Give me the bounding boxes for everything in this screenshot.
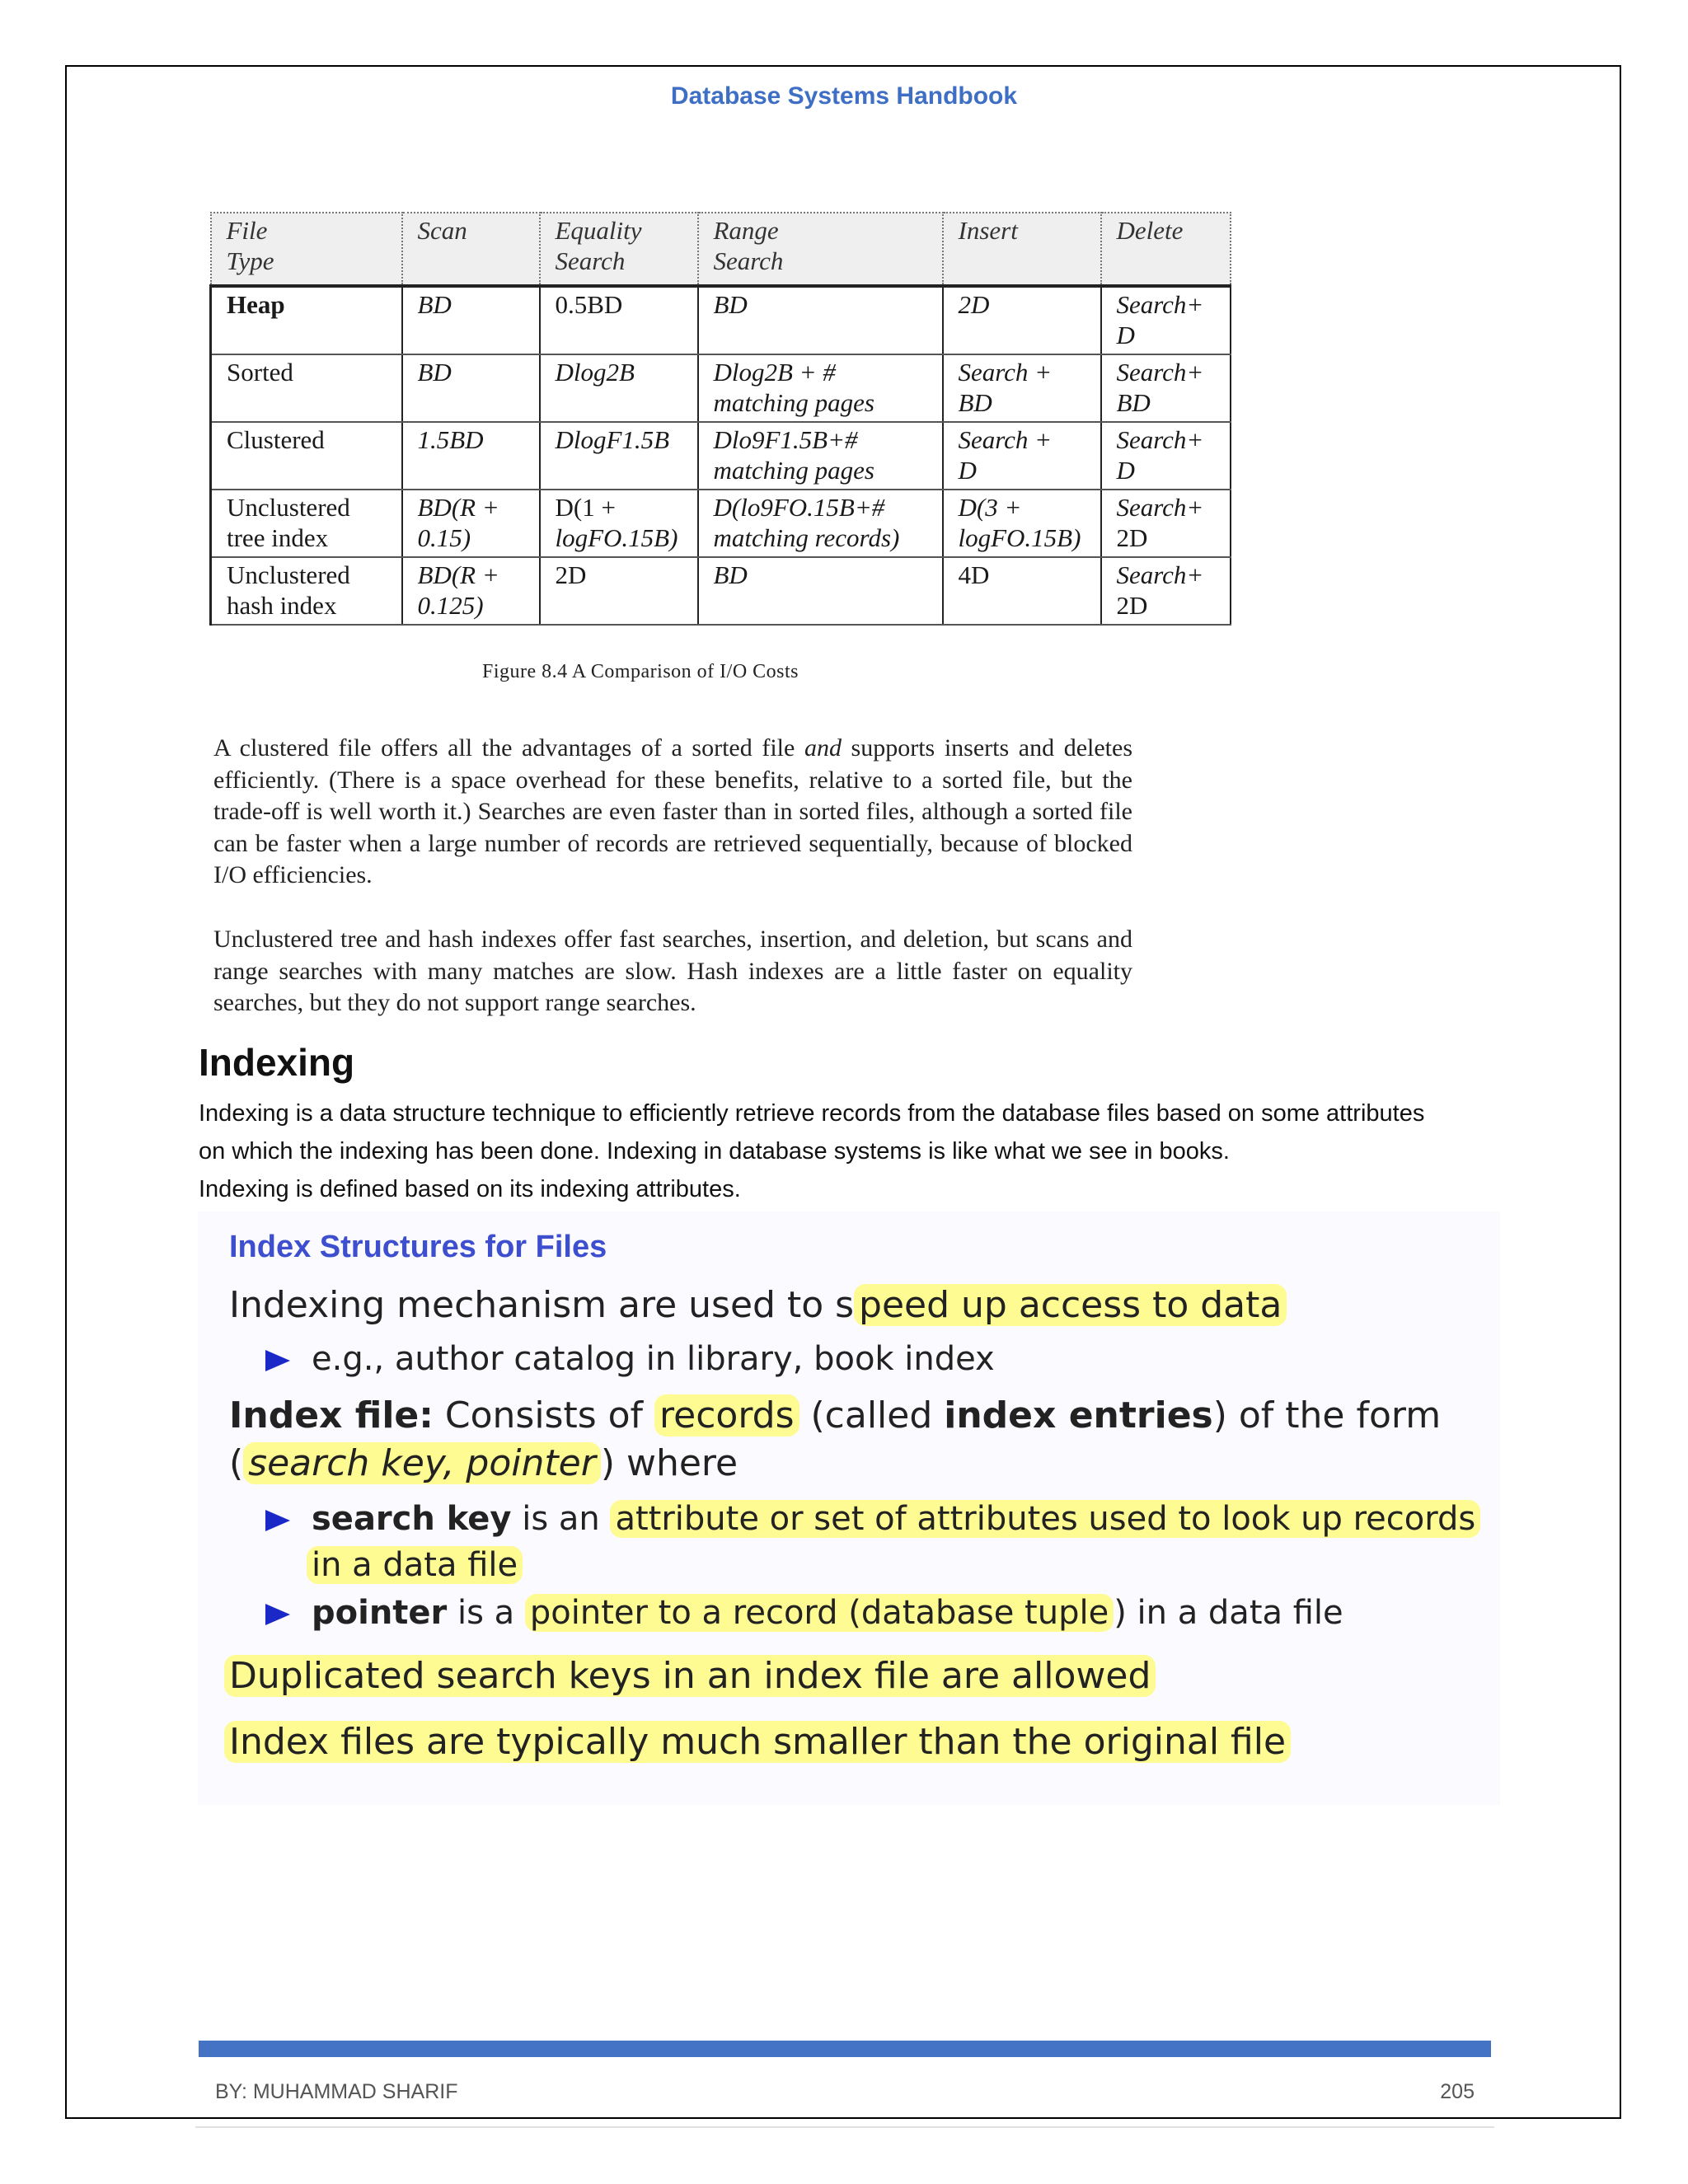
slide-line-index-file — [229, 1394, 1441, 1436]
table-cell — [540, 286, 698, 354]
cell-text: Dlog2B — [555, 358, 635, 387]
cell-text: D — [1116, 321, 1135, 349]
cell-text: Search+ — [1116, 358, 1204, 387]
table-header-row — [211, 213, 1231, 286]
header-text: Type — [226, 246, 274, 275]
slide-text: is an — [511, 1500, 611, 1538]
cell-text: D(lo9FO.15B+# — [713, 493, 885, 522]
cell-text: BD — [417, 358, 452, 387]
cell-text: Search+ — [1116, 493, 1204, 522]
cell-text: 2D — [958, 290, 990, 319]
table-cell — [402, 557, 540, 625]
paragraph-unclustered: Unclustered tree and hash indexes offer fast searches, insertion, and deletion, but scans and range searches with many matches are slow. Hash indexes are a little faster on equality searches, but they do not support range searches. — [213, 926, 1132, 1016]
bullet-triangle-icon — [265, 1350, 290, 1371]
highlighted-text: in a data file — [307, 1546, 523, 1584]
header-cell-equality — [540, 213, 698, 286]
table-cell — [211, 422, 402, 490]
footer-author: BY: MUHAMMAD SHARIF — [215, 2080, 458, 2103]
cell-text: BD — [713, 290, 748, 319]
cell-text: 2D — [555, 560, 587, 589]
header-cell-range — [698, 213, 943, 286]
cell-text: BD — [417, 290, 452, 319]
table-cell — [943, 422, 1101, 490]
cell-text: D — [1116, 456, 1135, 485]
table-cell — [211, 557, 402, 625]
header-text: Delete — [1116, 216, 1184, 245]
slide-line-smaller — [224, 1721, 1291, 1763]
slide-line-indexing-mechanism — [229, 1284, 1287, 1326]
cell-text: Search+ — [1116, 425, 1204, 454]
table-cell — [402, 490, 540, 557]
slide-text: ) in a data file — [1114, 1594, 1343, 1632]
cell-text: 0.15) — [417, 523, 471, 552]
indexing-line-3: Indexing is defined based on its indexing attributes. — [199, 1176, 741, 1202]
cell-text: Dlog2B + # — [713, 358, 836, 387]
cell-text: 4D — [958, 560, 990, 589]
header-cell-scan — [402, 213, 540, 286]
indexing-line-1: Indexing is a data structure technique to efficiently retrieve records from the database files based on some attributes — [199, 1100, 1425, 1127]
cell-text: D(1 + — [555, 493, 616, 522]
cell-text: Clustered — [227, 425, 325, 454]
cell-text: logFO.15B) — [958, 523, 1081, 552]
cell-text: BD — [1116, 388, 1151, 417]
header-text: Insert — [958, 216, 1018, 245]
header-text: Range — [713, 216, 779, 245]
header-cell-delete — [1101, 213, 1231, 286]
section-heading-indexing: Indexing — [199, 1041, 355, 1084]
table-cell — [1101, 354, 1231, 422]
table-cell — [698, 422, 943, 490]
cell-text: Unclustered — [227, 493, 350, 522]
slide-title: Index Structures for Files — [229, 1230, 607, 1264]
table-cell — [943, 354, 1101, 422]
cell-text: D — [958, 456, 977, 485]
cell-text: Unclustered — [227, 560, 350, 589]
header-text: Search — [555, 246, 626, 275]
header-cell-insert — [943, 213, 1101, 286]
slide-bold-text: Index file: — [229, 1394, 434, 1436]
bullet-triangle-icon — [265, 1604, 290, 1625]
cell-text: tree index — [227, 523, 329, 552]
table-cell — [698, 354, 943, 422]
highlighted-text: search key, pointer — [243, 1442, 601, 1484]
table-cell — [402, 286, 540, 354]
cell-text: BD — [713, 560, 748, 589]
table-cell — [211, 354, 402, 422]
cell-text: Dlo9F1.5B+# — [713, 425, 858, 454]
highlighted-text: attribute or set of attributes used to look up records — [610, 1500, 1480, 1538]
cell-text: 0.5BD — [555, 290, 623, 319]
slide-bold-text: pointer — [312, 1594, 448, 1632]
table-row — [211, 354, 1231, 422]
slide-bullet-pointer — [265, 1594, 1343, 1632]
table-cell — [540, 557, 698, 625]
cell-text: Search + — [958, 358, 1053, 387]
highlighted-text: peed up access to data — [854, 1284, 1287, 1326]
table-cell — [211, 490, 402, 557]
table-cell — [698, 557, 943, 625]
paragraph-text: A clustered file offers all the advantages of a sorted file — [213, 734, 804, 762]
cell-text: matching records) — [713, 523, 900, 552]
cell-text: Heap — [227, 290, 285, 319]
cell-text: logFO.15B) — [555, 523, 678, 552]
table-row — [211, 286, 1231, 354]
cell-text: Search+ — [1116, 560, 1204, 589]
header-text: Scan — [417, 216, 467, 245]
paragraph-clustered — [213, 733, 1132, 892]
cell-text: 2D — [1116, 591, 1148, 620]
table-cell — [943, 557, 1101, 625]
slide-text: Indexing mechanism are used to s — [229, 1284, 855, 1326]
slide-bullet-search-key — [265, 1500, 1480, 1538]
table-cell — [540, 354, 698, 422]
cell-text: Sorted — [227, 358, 293, 387]
footer-bar — [199, 2041, 1491, 2057]
cell-text: 1.5BD — [417, 425, 484, 454]
bullet-triangle-icon — [265, 1510, 290, 1531]
cell-text: DlogF1.5B — [555, 425, 670, 454]
highlighted-text: Index files are typically much smaller than the original file — [224, 1721, 1291, 1763]
cell-text: BD — [958, 388, 992, 417]
paragraph-text: supports inserts and deletes efficiently. (There is a space overhead for these benefits, relative to a sorted file, but the trade-off is well worth it.) Searches are even faster than in sorted files, although a sorted file can be faster when a large number of records are retrieved sequentially, because of blocked I/O efficiencies. — [213, 734, 1132, 888]
cell-text: hash index — [227, 591, 337, 620]
slide-text: ) of the form — [1212, 1394, 1442, 1436]
cell-text: 0.125) — [417, 591, 484, 620]
table-cell — [402, 422, 540, 490]
slide-text: Consists of — [433, 1394, 655, 1436]
index-structures-slide — [198, 1212, 1500, 1805]
paragraph-emphasis: and — [804, 734, 842, 762]
table-cell — [1101, 422, 1231, 490]
footer-divider — [195, 2126, 1494, 2128]
cell-text: matching pages — [713, 388, 874, 417]
table-cell — [211, 286, 402, 354]
table-cell — [540, 422, 698, 490]
highlighted-text: pointer to a record (database tuple — [525, 1594, 1114, 1632]
table-cell — [698, 490, 943, 557]
cell-text: Search + — [958, 425, 1053, 454]
table-row — [211, 490, 1231, 557]
header-text: Equality — [555, 216, 642, 245]
cell-text: Search+ — [1116, 290, 1204, 319]
cell-text: 2D — [1116, 523, 1148, 552]
slide-text: (called — [799, 1394, 945, 1436]
table-row — [211, 422, 1231, 490]
cell-text: BD(R + — [417, 560, 499, 589]
figure-caption: Figure 8.4 A Comparison of I/O Costs — [482, 661, 799, 682]
slide-text: ) where — [600, 1442, 738, 1484]
highlighted-text: records — [654, 1394, 799, 1436]
highlighted-text: Duplicated search keys in an index file are allowed — [224, 1655, 1156, 1697]
cell-text: matching pages — [713, 456, 874, 485]
table-cell — [698, 286, 943, 354]
table-cell — [943, 490, 1101, 557]
slide-bullet-example — [265, 1340, 995, 1378]
page-number: 205 — [1440, 2080, 1475, 2103]
table-cell — [1101, 286, 1231, 354]
indexing-line-2: on which the indexing has been done. Indexing in database systems is like what we see in books. — [199, 1138, 1230, 1165]
slide-bullet-search-key-cont — [307, 1546, 523, 1584]
slide-bold-text: index entries — [944, 1394, 1213, 1436]
table-cell — [943, 286, 1101, 354]
slide-text: is a — [447, 1594, 525, 1632]
table-cell — [1101, 490, 1231, 557]
header-text: Search — [713, 246, 784, 275]
cell-text: BD(R + — [417, 493, 499, 522]
slide-bold-text: search key — [312, 1500, 512, 1538]
slide-line-search-key-pointer — [229, 1442, 738, 1484]
table-row — [211, 557, 1231, 625]
table-cell — [540, 490, 698, 557]
header-text: File — [226, 216, 268, 245]
header-cell-file-type — [211, 213, 402, 286]
table-cell — [402, 354, 540, 422]
slide-text: e.g., author catalog in library, book index — [312, 1340, 995, 1378]
io-cost-table — [209, 212, 1231, 626]
slide-line-duplicates — [224, 1655, 1156, 1697]
table-cell — [1101, 557, 1231, 625]
running-header: Database Systems Handbook — [670, 82, 1018, 110]
slide-text: ( — [229, 1442, 244, 1484]
cell-text: D(3 + — [958, 493, 1022, 522]
